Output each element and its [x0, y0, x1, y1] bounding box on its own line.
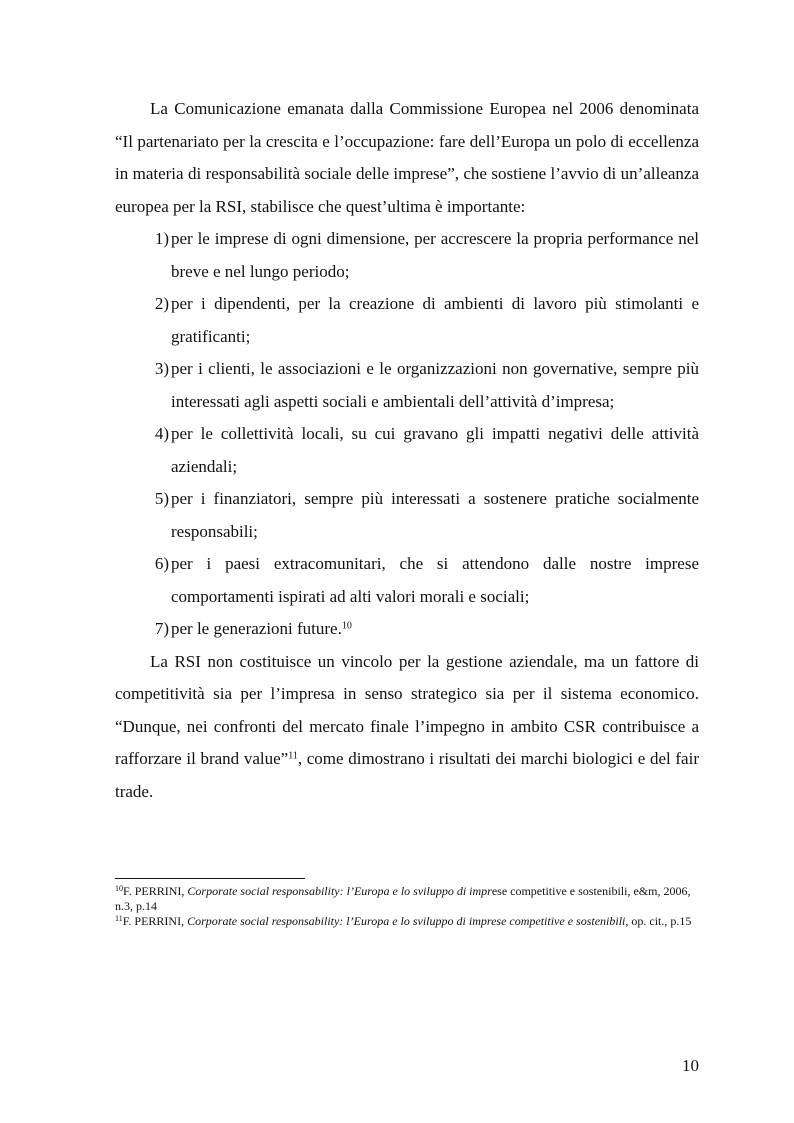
footnote-number: 10 [115, 884, 123, 893]
footnote-reference: 11 [288, 750, 298, 762]
footnote-number: 11 [115, 914, 123, 923]
list-item-text: per le collettività locali, su cui gravano gli impatti negativi delle attività aziendali; [171, 424, 699, 476]
list-item [115, 418, 699, 483]
intro-paragraph: La Comunicazione emanata dalla Commissione Europea nel 2006 denominata “Il partenariato per la crescita e l’occupazione: fare dell’Europa un polo di eccellenza in materia di responsabilità sociale delle imprese”, che sostiene l’avvio di un’alleanza europea per la RSI, stabilisce che quest’ultima è importante: [115, 99, 699, 216]
importance-list [115, 223, 699, 646]
list-item-number: 6) [154, 554, 169, 573]
second-paragraph [115, 646, 699, 809]
footnote-author: F. PERRINI, [123, 884, 188, 898]
list-item-text: per i clienti, le associazioni e le organizzazioni non governative, sempre più interessati agli aspetti sociali e ambientali dell’attività d’impresa; [171, 359, 699, 411]
page-number: 10 [682, 1056, 699, 1075]
list-item-number: 5) [154, 489, 169, 508]
list-item [115, 613, 699, 646]
list-item-text: per i finanziatori, sempre più interessati a sostenere pratiche socialmente responsabili; [171, 489, 699, 541]
list-item-text: per le imprese di ogni dimensione, per accrescere la propria performance nel breve e nel lungo periodo; [171, 229, 699, 281]
list-item-number: 4) [154, 424, 169, 443]
list-item-text: per i dipendenti, per la creazione di ambienti di lavoro più stimolanti e gratificanti; [171, 294, 699, 346]
list-item [115, 288, 699, 353]
footnote-details: op. cit., p.15 [628, 914, 692, 928]
body-text [115, 93, 699, 808]
footnotes [115, 884, 699, 929]
list-item-number: 3) [154, 359, 169, 378]
list-item-number: 1) [154, 229, 169, 248]
list-item-text: per i paesi extracomunitari, che si attendono dalle nostre imprese comportamenti ispirati ad alti valori morali e sociali; [171, 554, 699, 606]
footnote-author: F. PERRINI, [122, 914, 188, 928]
second-paragraph-text: La RSI non costituisce un vincolo per la gestione aziendale, ma un fattore di competitività sia per l’impresa in senso strategico sia per il sistema economico. “Dunque, nei confronti del mercato finale l’impegno in ambito CSR contribuisce a rafforzare il brand value” [115, 651, 699, 768]
list-item [115, 223, 699, 288]
list-item-number: 2) [154, 294, 169, 313]
list-item-number: 7) [154, 619, 169, 638]
footnote [115, 914, 699, 929]
footnote-title: Corporate social responsability: l’Europa e lo sviluppo di impr [187, 884, 492, 898]
footnote [115, 884, 699, 914]
list-item-text: per le generazioni future. [171, 619, 342, 638]
list-item [115, 353, 699, 418]
list-item [115, 483, 699, 548]
footnote-details: ese competitive e sostenibili, e&m, 2006, n.3, p.14 [115, 884, 691, 913]
list-item [115, 548, 699, 613]
footnote-separator [115, 878, 305, 879]
footnote-title: Corporate social responsability: l’Europa e lo sviluppo di imprese competitive e sostenibili, [187, 914, 629, 928]
second-paragraph-text-end: , come dimostrano i risultati dei marchi biologici e del fair trade. [115, 749, 699, 801]
footnote-reference: 10 [341, 620, 352, 632]
